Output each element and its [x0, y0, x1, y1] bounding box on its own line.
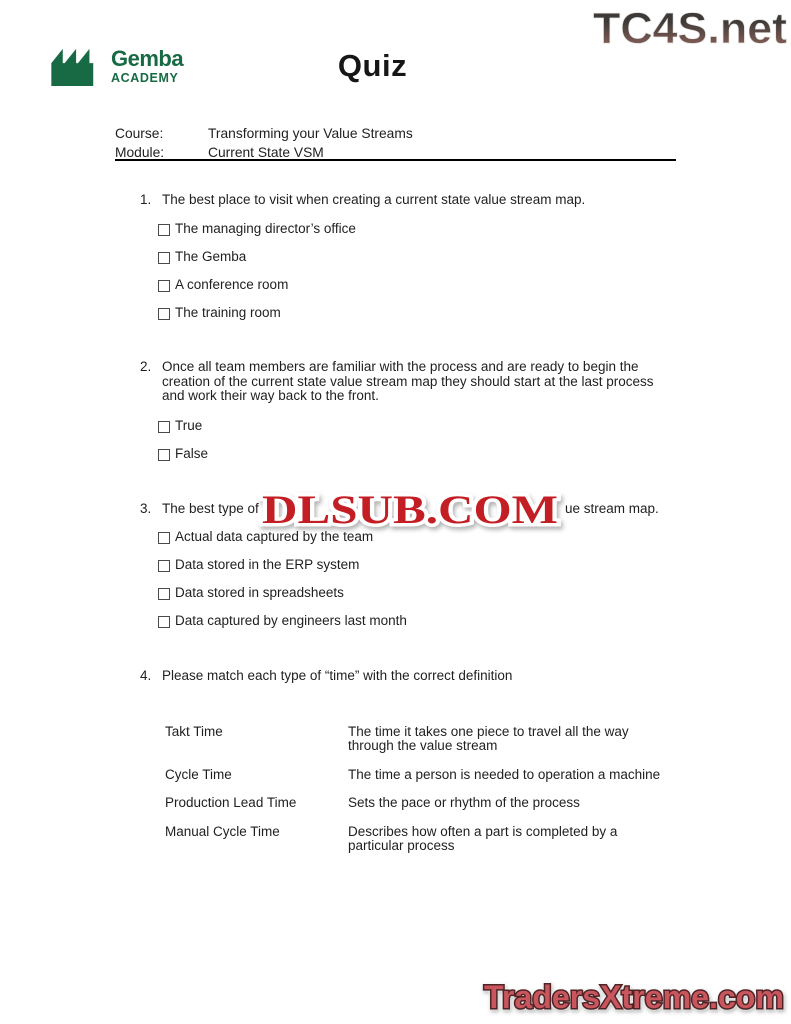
option-label: Data captured by engineers last month: [175, 613, 407, 629]
question-3-number: 3.: [140, 501, 152, 516]
question-4: [140, 669, 685, 868]
tradersxtreme-watermark: [478, 974, 790, 1020]
match-definition: Describes how often a part is completed by a particular process: [348, 823, 618, 853]
option-row: [158, 448, 685, 462]
match-term: Production Lead Time: [165, 795, 297, 810]
logo-academy-text: ACADEMY: [111, 70, 179, 85]
checkbox[interactable]: [158, 449, 170, 461]
question-4-text: Please match each type of “time” with the correct definition: [162, 668, 513, 683]
question-2-text: Once all team members are familiar with the process and are ready to begin the creation of the current state value stream map they should start at the last process and work their way back to the front.: [162, 359, 654, 403]
option-row: [158, 251, 685, 265]
tc4s-watermark: [590, 0, 790, 56]
dlsub-watermark: [254, 481, 566, 535]
tc4s-watermark-text: TC4S.net: [593, 4, 788, 53]
course-label: Course:: [115, 126, 164, 141]
logo-gemba-text: Gemba: [111, 45, 184, 71]
option-label: Data stored in spreadsheets: [175, 585, 344, 601]
match-row: [165, 825, 685, 854]
question-4-number: 4.: [140, 668, 152, 683]
option-label: The managing director’s office: [175, 221, 356, 237]
match-row: [165, 725, 685, 754]
checkbox[interactable]: [158, 280, 170, 292]
option-row: [158, 279, 685, 293]
question-2-options: [158, 420, 685, 462]
match-term: Manual Cycle Time: [165, 823, 280, 839]
question-2-number: 2.: [140, 359, 152, 374]
question-3-options: [158, 531, 685, 629]
option-row: [158, 420, 685, 434]
question-1-number: 1.: [140, 192, 152, 207]
option-row: [158, 559, 685, 573]
option-label: Data stored in the ERP system: [175, 557, 360, 573]
option-label: A conference room: [175, 277, 289, 293]
option-label: The Gemba: [175, 249, 247, 265]
module-value: Current State VSM: [208, 145, 324, 160]
option-row: [158, 307, 685, 321]
checkbox[interactable]: [158, 588, 170, 600]
checkbox[interactable]: [158, 308, 170, 320]
match-term: Cycle Time: [165, 766, 232, 782]
question-1: [140, 193, 685, 335]
question-3-text-before: The best type of: [162, 501, 259, 516]
question-2: [140, 360, 685, 476]
match-row: [165, 796, 685, 811]
match-definition: The time it takes one piece to travel all the way through the value stream: [348, 723, 629, 753]
question-3-text-after: ue stream map.: [565, 501, 659, 516]
course-value: Transforming your Value Streams: [208, 126, 413, 141]
checkbox[interactable]: [158, 616, 170, 628]
checkbox[interactable]: [158, 224, 170, 236]
page-title: Quiz: [337, 48, 408, 83]
question-1-options: [158, 223, 685, 321]
checkbox[interactable]: [158, 532, 170, 544]
question-1-text: The best place to visit when creating a current state value stream map.: [162, 192, 586, 207]
option-label: False: [175, 446, 209, 462]
dlsub-watermark-text: DLSUB.COM: [262, 487, 558, 532]
match-term: Takt Time: [165, 723, 223, 739]
option-row: [158, 615, 685, 629]
option-label: True: [175, 418, 203, 434]
module-label: Module:: [115, 145, 165, 160]
checkbox[interactable]: [158, 421, 170, 433]
course-info: [115, 124, 413, 162]
option-label: The training room: [175, 305, 281, 321]
checkbox[interactable]: [158, 252, 170, 264]
option-row: [158, 223, 685, 237]
match-row: [165, 768, 685, 783]
matching-table: [165, 725, 685, 854]
course-row: [115, 124, 413, 143]
match-definition: The time a person is needed to operation a machine: [348, 766, 661, 782]
tradersxtreme-watermark-text: TradersXtreme.com: [484, 979, 784, 1015]
checkbox[interactable]: [158, 560, 170, 572]
option-label: Actual data captured by the team: [175, 529, 374, 545]
match-definition: Sets the pace or rhythm of the process: [348, 795, 580, 810]
option-row: [158, 587, 685, 601]
header-divider: [115, 159, 676, 161]
